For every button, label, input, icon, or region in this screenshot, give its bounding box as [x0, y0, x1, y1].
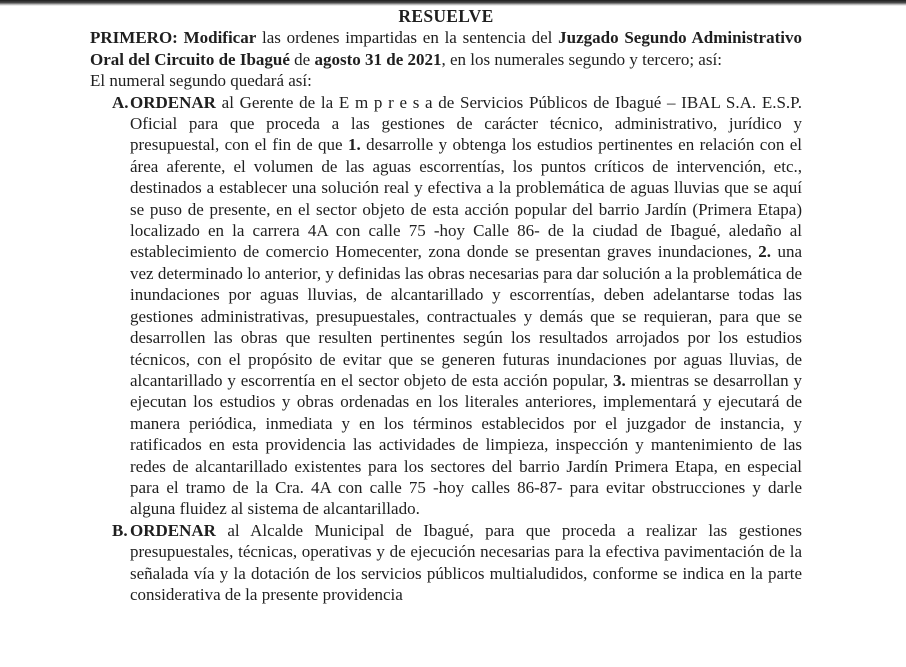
text-run: al Alcalde Municipal de Ibagué, para que proceda a realizar las gestiones presupuestales, técnicas, operativas y de ejecución necesarias para la efectiva pavimentación de la señalada vía y la dotación de los servicios públicos multialudidos, conforme se indica en la parte considerativa de la presente providencia	[130, 520, 802, 604]
numeral-segundo-intro	[90, 70, 802, 91]
text-run: las ordenes impartidas en la sentencia del	[256, 28, 559, 48]
list-item-label: A.	[112, 92, 129, 112]
text-run: El numeral segundo quedará así:	[90, 71, 312, 91]
bold-text-run: PRIMERO: Modificar	[90, 28, 257, 48]
text-run: al Gerente de la E m p r e s a de Servicios Públicos de Ibagué – IBAL S.A. E.S.P. Oficial para que proceda a las gestiones de carácter técnico, administrativo, jurídico y presupuestal, con el fin de que	[130, 92, 802, 155]
text-run: , en los numerales segundo y tercero; así:	[441, 49, 722, 69]
bold-text-run: agosto 31 de 2021	[314, 49, 442, 69]
list-item-label: B.	[112, 520, 128, 540]
bold-text-run: ORDENAR	[130, 92, 216, 112]
text-run: desarrolle y obtenga los estudios pertinentes en relación con el área aferente, el volumen de las aguas escorrentías, los puntos críticos de intervención, etc., destinados a establecer una solución real y efectiva a la problemática de aguas lluvias que se aquí se puso de presente, en el sector objeto de esta acción popular del barrio Jardín (Primera Etapa) localizado en la carrera 4A con calle 75 -hoy Calle 86- de la ciudad de Ibagué, aledaño al establecimiento de comercio Homecenter, zona donde se presentan graves inundaciones,	[130, 135, 802, 262]
bold-text-run: 3.	[613, 370, 626, 390]
document-body	[90, 27, 802, 605]
text-run: una vez determinado lo anterior, y definidas las obras necesarias para dar solución a la problemática de inundaciones por aguas lluvias, de alcantarillado y escorrentías, deben adelantarse todas las gestiones administrativas, presupuestales, contractuales y demás que se requieran, para que se desarrollen las obras que resulten pertinentes según los resultados arrojados por los estudios técnicos, con el propósito de evitar que se generen futuras inundaciones por aguas lluvias, de alcantarillado y escorrentía en el sector objeto de esta acción popular,	[130, 242, 803, 390]
document-page	[90, 6, 802, 605]
text-run: de	[289, 49, 315, 69]
bold-text-run: 1.	[348, 135, 361, 155]
order-item-a	[90, 92, 802, 520]
bold-text-run: Juzgado Segundo Administrativo Oral del Circuito de Ibagué	[90, 28, 802, 69]
bold-text-run: ORDENAR	[130, 520, 216, 540]
primero-paragraph	[90, 27, 802, 70]
bold-text-run: 2.	[758, 242, 772, 262]
document-title: RESUELVE	[398, 6, 494, 26]
order-item-b	[90, 520, 802, 606]
text-run: mientras se desarrollan y ejecutan los estudios y obras ordenadas en los literales anteriores, implementará y ejecutará de manera periódica, inmediata y en los términos establecidos por el juzgador de instancia, y ratificados en esta providencia las actividades de limpieza, inspección y mantenimiento de las redes de alcantarillado existentes para los sectores del barrio Jardín Primera Etapa, en especial para el tramo de la Cra. 4A con calle 75 -hoy calles 86-87- para evitar obstrucciones y darle alguna fluidez al sistema de alcantarillado.	[130, 370, 802, 519]
